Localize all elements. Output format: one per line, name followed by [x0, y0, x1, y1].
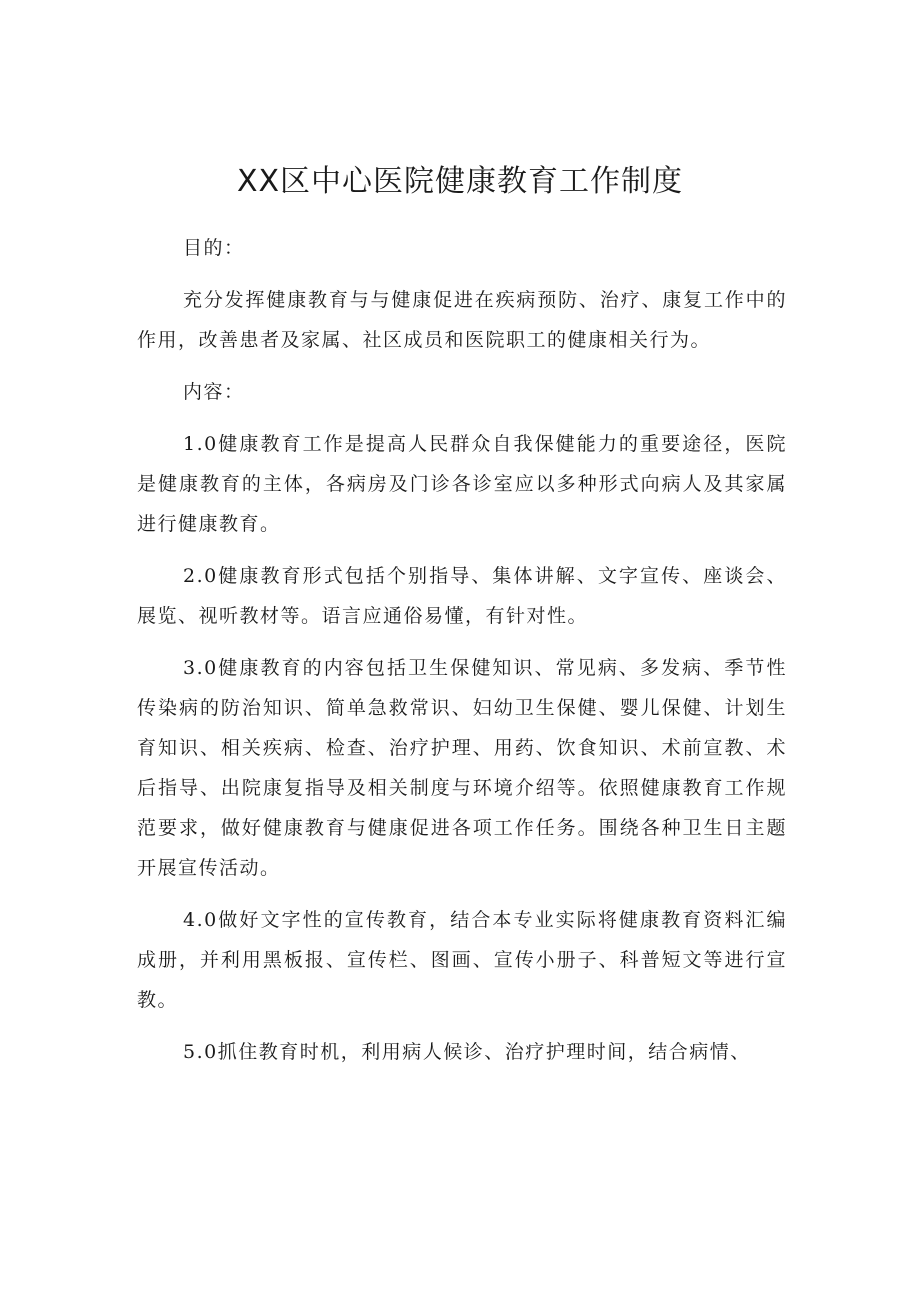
paragraph-item-2: 2.0健康教育形式包括个别指导、集体讲解、文字宣传、座谈会、展览、视听教材等。语言应通俗易懂，有针对性。: [137, 565, 787, 627]
paragraph-item-1: 1.0健康教育工作是提高人民群众自我保健能力的重要途径，医院是健康教育的主体，各病房及门诊各诊室应以多种形式向病人及其家属进行健康教育。: [137, 433, 787, 535]
section-heading-purpose: 目的：: [183, 237, 245, 259]
paragraph-item-5: 5.0抓住教育时机，利用病人候诊、治疗护理时间，结合病情、: [183, 1041, 751, 1063]
section-heading-content: 内容：: [183, 381, 245, 403]
document-body: [137, 228, 787, 1084]
document-title: XX区中心医院健康教育工作制度: [236, 164, 684, 199]
paragraph-purpose: 充分发挥健康教育与与健康促进在疾病预防、治疗、康复工作中的作用，改善患者及家属、社区成员和医院职工的健康相关行为。: [137, 289, 787, 351]
paragraph-item-3: 3.0健康教育的内容包括卫生保健知识、常见病、多发病、季节性传染病的防治知识、简单急救常识、妇幼卫生保健、婴儿保健、计划生育知识、相关疾病、检查、治疗护理、用药、饮食知识、术前宣教、术后指导、出院康复指导及相关制度与环境介绍等。依照健康教育工作规范要求，做好健康教育与健康促进各项工作任务。围绕各种卫生日主题开展宣传活动。: [137, 657, 787, 879]
paragraph-item-4: 4.0做好文字性的宣传教育，结合本专业实际将健康教育资料汇编成册，并利用黑板报、宣传栏、图画、宣传小册子、科普短文等进行宣教。: [137, 909, 787, 1011]
